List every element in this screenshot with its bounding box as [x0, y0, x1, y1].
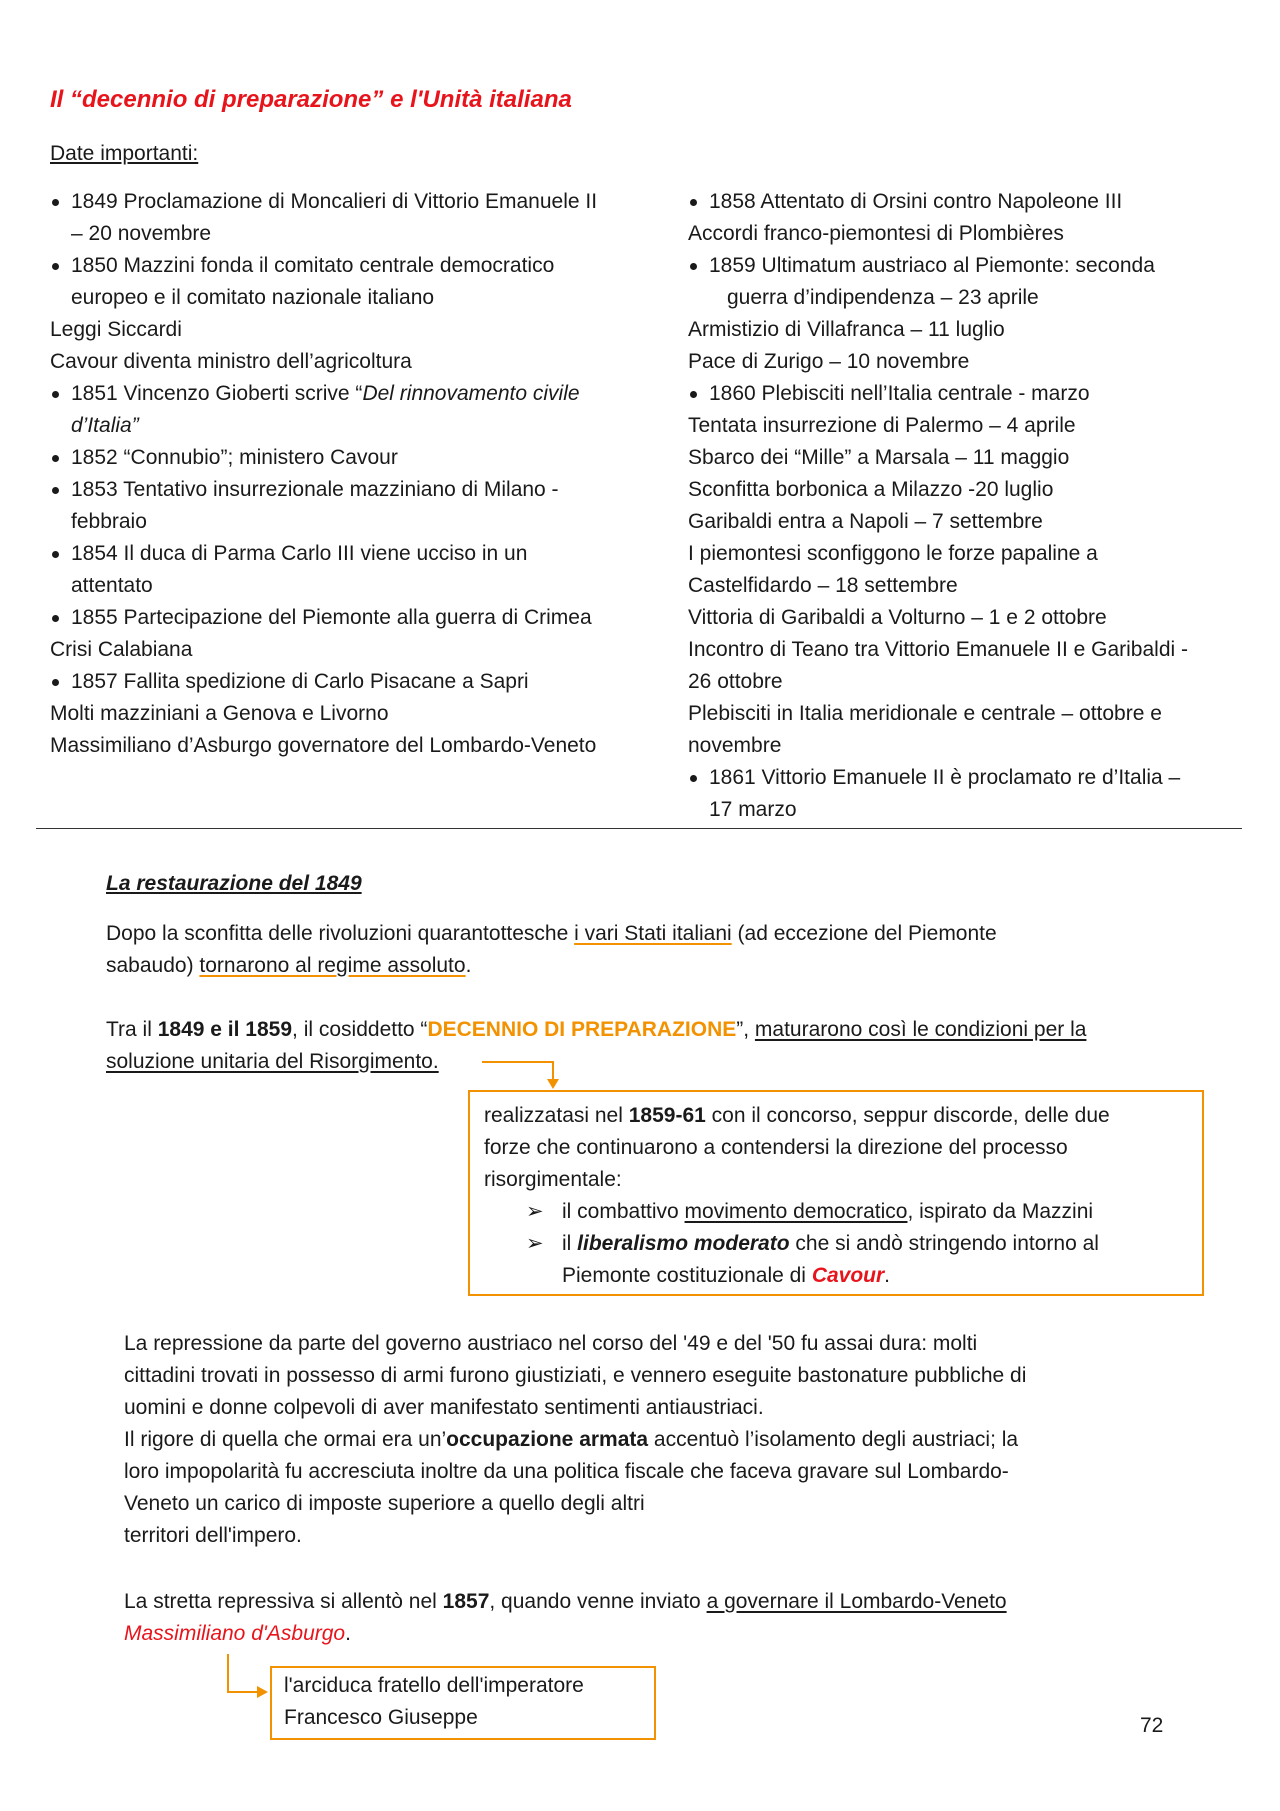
list-item-cont: europeo e il comitato nazionale italiano [71, 286, 435, 309]
list-item: Sbarco dei “Mille” a Marsala – 11 maggio [688, 446, 1070, 469]
list-item: Tentata insurrezione di Palermo – 4 aprile [688, 414, 1076, 437]
list-item: 1860 Plebisciti nell’Italia centrale - marzo [688, 378, 1273, 410]
arrow-list-item: ➢ il combattivo movimento democratico, ispirato da Mazzini [484, 1196, 1190, 1228]
page-title: Il “decennio di preparazione” e l'Unità italiana [50, 86, 572, 113]
page-number: 72 [1140, 1714, 1164, 1737]
paragraph-decennio: Tra il 1849 e il 1859, il cosiddetto “DECENNIO DI PREPARAZIONE”, maturarono così le condizioni per la soluzione unitaria del Risorgimento. [106, 1018, 1087, 1073]
list-item-cont: – 20 novembre [71, 222, 212, 245]
connector-arrow-2 [228, 1654, 268, 1698]
list-item: Garibaldi entra a Napoli – 7 settembre [688, 510, 1043, 533]
arrow-bullet-icon: ➢ [526, 1232, 544, 1255]
callout-line: risorgimentale: [484, 1168, 622, 1191]
list-item: 1853 Tentativo insurrezionale mazziniano di Milano - [50, 474, 680, 506]
callout-box-1859-61 [468, 1090, 1204, 1296]
callout-line: forze che continuarono a contendersi la direzione del processo [484, 1136, 1068, 1159]
list-item-cont: d’Italia” [71, 414, 139, 437]
connector-arrow-1 [482, 1062, 559, 1089]
list-item: 1854 Il duca di Parma Carlo III viene ucciso in un [50, 538, 680, 570]
paragraph-repressione: La repressione da parte del governo austriaco nel corso del '49 e del '50 fu assai dura: molti cittadini trovati in possesso di armi furono giustiziati, e vennero eseguite bastonature pubbliche di uomini e donne colpevoli di aver manifestato sentimenti antiaustriaci. Il rigore di quella che ormai era un’occupazione armata accentuò l’isolamento degli austriaci; la loro impopolarità fu accresciuta inoltre da una politica fiscale che faceva gravare sul Lombardo- Veneto un carico di imposte superiore a quello degli altri territori dell'impero. [124, 1332, 1027, 1547]
list-item: Accordi franco-piemontesi di Plombières [688, 222, 1064, 245]
list-item-cont: guerra d’indipendenza – 23 aprile [727, 286, 1039, 309]
list-item-cont: 17 marzo [709, 798, 797, 821]
callout-line: realizzatasi nel 1859-61 con il concorso, seppur discorde, delle due [484, 1104, 1110, 1127]
list-item: Crisi Calabiana [50, 638, 193, 661]
list-item: Incontro di Teano tra Vittorio Emanuele II e Garibaldi - [688, 638, 1189, 661]
paragraph-restaurazione: Dopo la sconfitta delle rivoluzioni quarantottesche i vari Stati italiani (ad eccezione del Piemonte sabaudo) tornarono al regime assoluto. [106, 922, 997, 977]
list-item: 1857 Fallita spedizione di Carlo Pisacane a Sapri [50, 666, 680, 698]
list-item: 1851 Vincenzo Gioberti scrive “Del rinnovamento civile [50, 378, 680, 410]
callout-box-massimiliano: l'arciduca fratello dell'imperatore Francesco Giuseppe [270, 1666, 656, 1740]
list-item-cont: novembre [688, 734, 782, 757]
list-item: 1855 Partecipazione del Piemonte alla guerra di Crimea [50, 602, 680, 634]
arrow-bullet-icon: ➢ [526, 1200, 544, 1223]
section-title: La restaurazione del 1849 [106, 872, 362, 895]
list-item-cont: Castelfidardo – 18 settembre [688, 574, 958, 597]
list-item: Armistizio di Villafranca – 11 luglio [688, 318, 1005, 341]
list-item: Cavour diventa ministro dell’agricoltura [50, 350, 412, 373]
arrow-list-item: ➢ il liberalismo moderato che si andò stringendo intorno al Piemonte costituzionale di Cavour. [484, 1228, 1190, 1292]
list-item: 1861 Vittorio Emanuele II è proclamato re d’Italia – [688, 762, 1273, 794]
list-item: Molti mazziniani a Genova e Livorno [50, 702, 389, 725]
list-item: Vittoria di Garibaldi a Volturno – 1 e 2 ottobre [688, 606, 1107, 629]
list-item: 1849 Proclamazione di Moncalieri di Vittorio Emanuele II [50, 186, 680, 218]
list-item: Sconfitta borbonica a Milazzo -20 luglio [688, 478, 1054, 501]
list-item-cont: attentato [71, 574, 153, 597]
list-item: I piemontesi sconfiggono le forze papaline a [688, 542, 1098, 565]
list-item: 1859 Ultimatum austriaco al Piemonte: seconda [688, 250, 1273, 282]
list-item: 1858 Attentato di Orsini contro Napoleone III [688, 186, 1273, 218]
paragraph-1857: La stretta repressiva si allentò nel 1857, quando venne inviato a governare il Lombardo-Veneto Massimiliano d'Asburgo. [124, 1590, 1007, 1645]
list-item-cont: 26 ottobre [688, 670, 783, 693]
list-item: 1852 “Connubio”; ministero Cavour [50, 442, 680, 474]
list-item: Leggi Siccardi [50, 318, 182, 341]
list-item: Plebisciti in Italia meridionale e centrale – ottobre e [688, 702, 1162, 725]
list-item: 1850 Mazzini fonda il comitato centrale democratico [50, 250, 680, 282]
list-item: Pace di Zurigo – 10 novembre [688, 350, 970, 373]
subtitle-date-importanti: Date importanti: [50, 142, 199, 165]
list-item-cont: febbraio [71, 510, 147, 533]
list-item: Massimiliano d’Asburgo governatore del Lombardo-Veneto [50, 734, 597, 757]
